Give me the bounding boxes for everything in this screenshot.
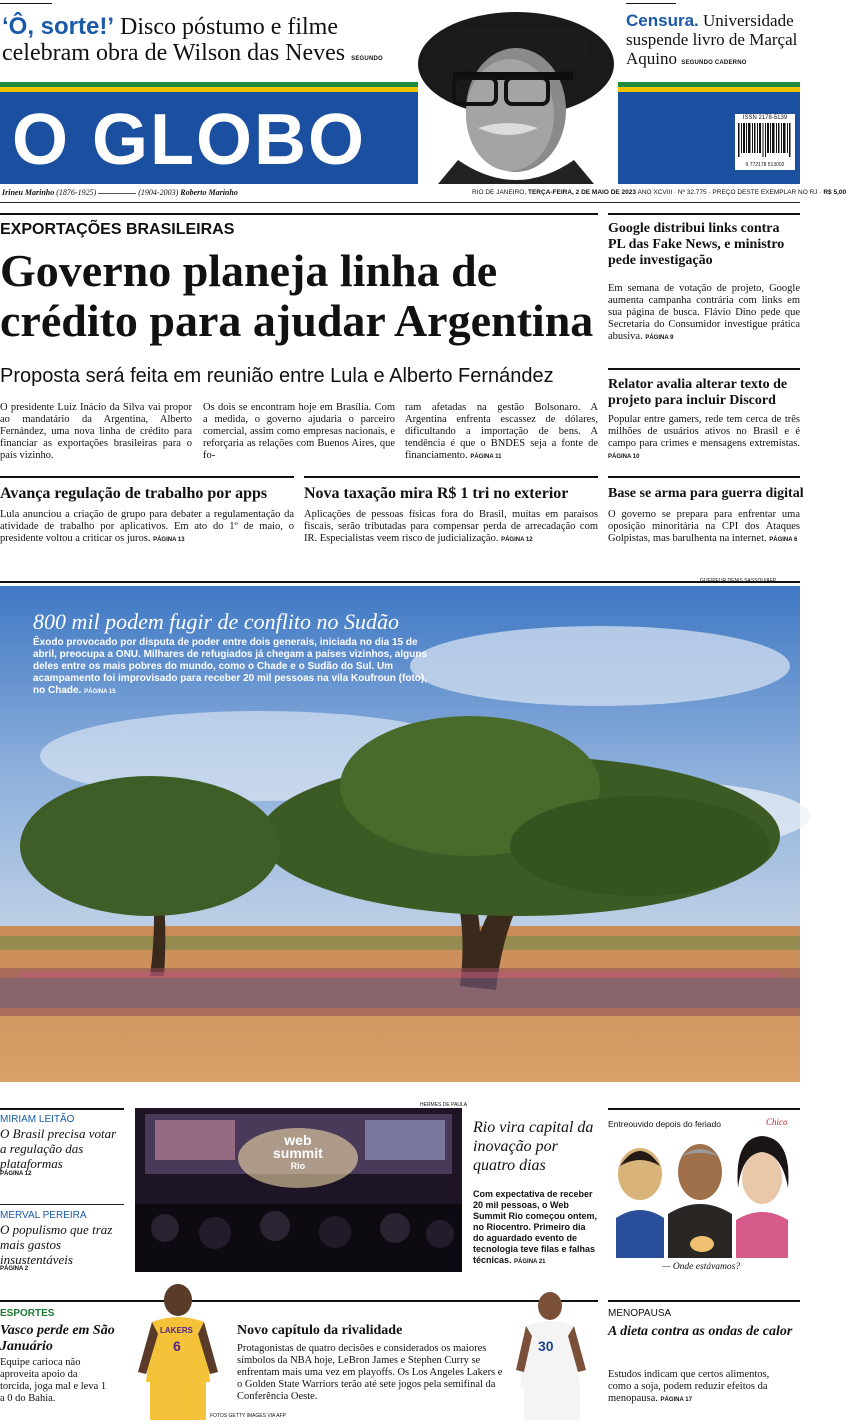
summit-body	[473, 1189, 598, 1268]
summit-sign	[273, 1134, 323, 1173]
sports-photo-credit: FOTOS GETTY IMAGES VIA AFP	[210, 1413, 286, 1419]
side-story-2-title[interactable]: Relator avalia alterar texto de projeto para incluir Discord	[608, 377, 788, 408]
summit-photo-credit: HERMES DE PAULA	[420, 1102, 468, 1108]
barcode-icon	[735, 121, 795, 159]
photo-story-title[interactable]: 800 mil podem fugir de conflito no Sudão	[33, 609, 400, 634]
row2-story-c-title[interactable]: Base se arma para guerra digital	[608, 486, 804, 501]
dateline	[472, 189, 846, 196]
lead-column-1: O presidente Luiz Inácio da Silva vai propor ao mandatário da Argentina, Alberto Fernández, uma nova linha de crédito para financiar as exportações brasileiras para o país vizinho.	[0, 402, 192, 461]
cartoon-caption: — Onde estávamos?	[662, 1262, 741, 1272]
row2-rule-a	[0, 476, 294, 478]
side-mid-rule	[608, 368, 800, 370]
teaser-rule-right	[626, 3, 676, 4]
menopause-text: Estudos indicam que certos alimentos, como a soja, podem reduzir efeitos da menopausa.	[608, 1369, 770, 1404]
lakers-jersey-number: 6	[173, 1338, 181, 1354]
cartoon-illustration	[612, 1132, 798, 1258]
teaser-censura[interactable]	[626, 11, 798, 73]
web-summit-photo[interactable]	[135, 1108, 462, 1272]
summit-page[interactable]: PÁGINA 21	[514, 1259, 546, 1265]
side-story-2-text: Popular entre gamers, rede tem cerca de três milhões de usuários ativos no Brasil e é campo para crimes e mensagens extremistas.	[608, 414, 800, 449]
newspaper-logo[interactable]: O GLOBO	[12, 100, 366, 180]
row2-story-a-body	[0, 509, 294, 546]
dateline-city: RIO DE JANEIRO,	[472, 189, 527, 196]
side-story-2-body	[608, 414, 800, 463]
dateline-edition: ANO XCVIII · Nº 32.775 · PREÇO DESTE EXEMPLAR NO RJ ·	[637, 189, 822, 196]
row2-rule-b	[304, 476, 598, 478]
menopause-top-rule	[608, 1300, 800, 1302]
lebron-james-photo[interactable]	[130, 1282, 222, 1420]
cartoon-top-rule	[608, 1108, 800, 1110]
lead-kicker: EXPORTAÇÕES BRASILEIRAS	[0, 221, 235, 238]
columnist-2-name: MERVAL PEREIRA	[0, 1210, 87, 1221]
row2-story-c-text: O governo se prepara para enfrentar uma oposição minoritária na CPI dos Ataques Golpistas, mas barulhenta na internet.	[608, 509, 800, 544]
row2-story-c-body	[608, 509, 800, 546]
row2-story-a-text: Lula anunciou a criação de grupo para debater a regulamentação da atividade de trabalho por aplicativos. Em ato do 1º de maio, o presidente voltou a criticar os juros.	[0, 509, 294, 544]
menopause-page[interactable]: PÁGINA 17	[660, 1397, 692, 1403]
teaser-right-text: Universidade suspende livro de Marçal Aquino	[626, 11, 798, 68]
teaser-right-kicker: Censura.	[626, 11, 699, 30]
photo-story-body	[33, 637, 431, 698]
side-story-2-page[interactable]: PÁGINA 10	[608, 454, 640, 460]
barcode	[735, 114, 795, 170]
wilson-das-neves-photo	[418, 0, 618, 184]
row2-story-b-page[interactable]: PÁGINA 12	[501, 537, 533, 543]
cartoon-title: Entreouvido depois do feriado	[608, 1119, 721, 1129]
columnist-2-title[interactable]: O populismo que traz mais gastos insustentáveis	[0, 1222, 113, 1267]
lead-column-2: Os dois se encontram hoje em Brasília. Com a medida, o governo ajudaria o parceiro comercial, assim como empresas nacionais, e reforçaria as relações com Buenos Aires, que fo-	[203, 402, 395, 461]
issn-label: ISSN 2178-5139	[742, 115, 788, 121]
lakers-jersey-text: LAKERS	[160, 1326, 193, 1335]
row2-story-a-title[interactable]: Avança regulação de trabalho por apps	[0, 485, 268, 502]
summit-text: Com expectativa de receber 20 mil pessoas, o Web Summit Rio começou ontem, no Riocentro. Primeiro dia do aguardado evento de tecnologia teve filas e falhas técnicas.	[473, 1189, 598, 1265]
sports-left-title[interactable]: Vasco perde em São Januário	[0, 1323, 115, 1354]
row2-story-c-page[interactable]: PÁGINA 6	[769, 537, 798, 543]
teaser-right-caderno: SEGUNDO CADERNO	[681, 60, 747, 66]
teaser-text: Disco póstumo e filme celebram obra de Wilson das Neves	[2, 14, 346, 66]
lead-column-3-text: ram afetadas na gestão Bolsonaro. A Argentina enfrenta escassez de dólares, dificultando a importação de bens. A tendência é que o BNDES seja a fonte de financiamento.	[405, 402, 598, 461]
side-story-1-text: Em semana de votação de projeto, Google aumenta campanha contrária com links em sua página de busca. Flávio Dino pede que Secretaria do Consumidor investigue prática abusiva.	[608, 283, 800, 342]
lead-headline-line1: Governo planeja linha de	[0, 245, 498, 296]
header-rule	[0, 202, 800, 203]
sports-center-body: Protagonistas de quatro decisões e considerados os maiores símbolos da NBA hoje, LeBron James e Stephen Curry se enfrentam mais uma vez em playoffs. Os Los Angeles Lakers e o Golden State Warriors terão até sete jogos pela semifinal da Conferência Oeste.	[237, 1343, 503, 1402]
sports-left-body: Equipe carioca não aproveita apoio da torcida, joga mal e leva 1 a 0 do Bahia.	[0, 1357, 107, 1404]
columnist-1-title[interactable]: O Brasil precisa votar a regulação das plataformas	[0, 1126, 117, 1171]
teaser-caderno: SEGUNDO	[351, 56, 383, 62]
founder-roberto-years: (1904-2003)	[138, 188, 179, 197]
founder-irineu: Irineu Marinho	[2, 188, 55, 197]
founders-left	[2, 188, 238, 197]
sports-center-title[interactable]: Novo capítulo da rivalidade	[237, 1323, 403, 1338]
top-teaser-bar	[0, 0, 800, 82]
barcode-number: 9 772178 513002	[745, 162, 785, 168]
columnist-rule-2	[0, 1204, 124, 1205]
summit-sign-line2: summit	[273, 1145, 323, 1161]
lead-headline-line2: crédito para ajudar Argentina	[0, 295, 594, 346]
warriors-jersey-number: 30	[538, 1338, 554, 1354]
photo-story-text: Êxodo provocado por disputa de poder entre dois generais, iniciada no dia 15 de abril, preocupa a ONU. Milhares de refugiados já chegam a países vizinhos, alguns deles entre os mais pobres do mundo, como o Chade e o Sudão do Sul. Um acampamento foi improvisado para receber 20 mil pessoas na vila Koufroun (foto), no Chade.	[33, 637, 428, 696]
summit-sign-line1: web	[284, 1132, 312, 1148]
columnist-rule-1	[0, 1108, 124, 1110]
curry-illustration	[508, 1290, 600, 1420]
dateline-date: TERÇA-FEIRA, 2 DE MAIO DE 2023	[528, 189, 636, 196]
summit-sign-line3: Rio	[290, 1161, 306, 1171]
lead-headline[interactable]	[0, 246, 600, 346]
side-top-rule	[608, 213, 800, 215]
lead-subhead: Proposta será feita em reunião entre Lula e Alberto Fernández	[0, 365, 554, 387]
price: R$ 5,00	[823, 189, 846, 196]
row2-story-a-page[interactable]: PÁGINA 13	[153, 537, 185, 543]
teaser-kicker: ‘Ô, sorte!’	[2, 13, 115, 40]
cartoon-drawing	[612, 1132, 798, 1258]
founder-irineu-years: (1876-1925)	[56, 188, 97, 197]
sports-kicker: ESPORTES	[0, 1308, 55, 1319]
lead-column-3	[405, 402, 598, 463]
columnist-1-name: MIRIAM LEITÃO	[0, 1114, 75, 1125]
columnist-1-page[interactable]: PÁGINA 12	[0, 1171, 32, 1177]
lead-page[interactable]: PÁGINA 11	[470, 454, 502, 460]
row2-story-b-title[interactable]: Nova taxação mira R$ 1 tri no exterior	[304, 485, 569, 502]
menopause-kicker: MENOPAUSA	[608, 1308, 672, 1319]
photo-credit: GUEIPEUR DENIS SASSOU/AFP	[700, 578, 777, 584]
teaser-rule	[0, 3, 52, 4]
photo-story-page[interactable]: PÁGINA 15	[84, 689, 116, 695]
summit-title[interactable]: Rio vira capital da inovação por quatro dias	[473, 1119, 594, 1174]
side-story-1-body	[608, 283, 800, 344]
cartoon-signature: Chico	[766, 1117, 788, 1127]
founders-divider	[98, 193, 136, 194]
side-story-1-page[interactable]: PÁGINA 9	[645, 335, 674, 341]
columnist-2-page[interactable]: PÁGINA 2	[0, 1266, 29, 1272]
row2-story-b-text: Aplicações de pessoas físicas fora do Brasil, muitas em paraísos fiscais, serão tributadas para compensar perda de arrecadação com IR. Especialistas veem risco de judicialização.	[304, 509, 598, 544]
side-story-1-title[interactable]: Google distribui links contra PL das Fake News, e ministro pede investigação	[608, 221, 785, 268]
lead-top-rule	[0, 213, 598, 215]
stephen-curry-photo[interactable]	[508, 1290, 600, 1420]
row2-story-b-body	[304, 509, 598, 546]
founder-roberto: Roberto Marinho	[180, 188, 238, 197]
photo-top-rule	[0, 581, 800, 583]
portrait-illustration	[418, 0, 618, 184]
row2-rule-c	[608, 476, 800, 478]
menopause-body	[608, 1369, 793, 1406]
menopause-title[interactable]: A dieta contra as ondas de calor	[608, 1324, 793, 1339]
